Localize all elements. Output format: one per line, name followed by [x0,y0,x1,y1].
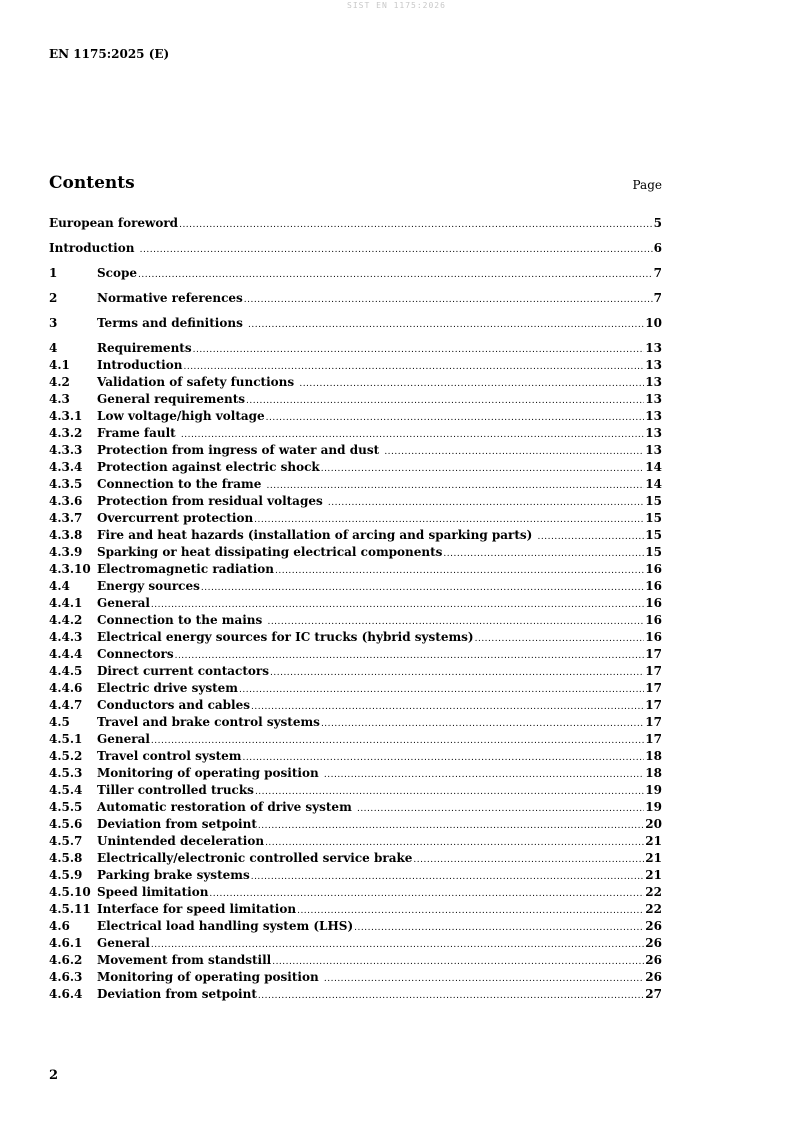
toc-entry[interactable] [49,663,662,680]
toc-dot-leader [324,767,644,784]
toc-entry-page: 17 [645,698,662,712]
toc-entry-title: Unintended deceleration [97,834,265,848]
toc-entry-title: European foreword [49,216,179,230]
toc-entry-number: 4.1 [49,358,70,372]
toc-entry-number: 4.3.1 [49,409,83,423]
toc-entry-title: Travel control system [97,749,242,763]
toc-entry-number: 4.4.2 [49,613,83,627]
toc-entry-number: 1 [49,266,58,280]
toc-entry[interactable] [49,935,662,952]
toc-entry-number: 4.4 [49,579,70,593]
toc-entry-title: General requirements [97,392,246,406]
toc-dot-leader [328,495,644,512]
toc-entry-title: Electrically/electronic controlled service brake [97,851,413,865]
toc-entry-number: 4.2 [49,375,70,389]
toc-entry-page: 26 [645,936,662,950]
toc-entry[interactable] [49,629,662,646]
toc-dot-leader [413,852,644,869]
toc-dot-leader [357,801,644,818]
toc-entry-page: 17 [645,715,662,729]
toc-entry-number: 4.6.1 [49,936,83,950]
toc-entry-title: Electrical load handling system (LHS) [97,919,354,933]
toc-entry-number: 4.5.10 [49,885,91,899]
toc-entry[interactable] [49,799,662,816]
toc-entry-title: Electric drive system [97,681,238,695]
toc-entry-page: 6 [653,241,662,255]
toc-entry[interactable] [49,425,662,442]
toc-entry-number: 3 [49,316,58,330]
toc-entry-title: Introduction [49,241,139,255]
toc-entry-number: 4.4.3 [49,630,83,644]
toc-entry[interactable] [49,315,662,332]
toc-entry-page: 7 [653,291,662,305]
toc-entry-page: 26 [645,953,662,967]
toc-entry-page: 14 [645,477,662,491]
toc-entry[interactable] [49,680,662,697]
page-number: 2 [49,1068,59,1083]
toc-entry-title: Automatic restoration of drive system [97,800,356,814]
toc-dot-leader [246,393,644,410]
toc-entry-number: 4.4.7 [49,698,83,712]
toc-entry[interactable] [49,612,662,629]
toc-entry[interactable] [49,782,662,799]
toc-entry-number: 4.5.5 [49,800,83,814]
toc-entry-number: 4.6.2 [49,953,83,967]
toc-entry-page: 13 [645,409,662,423]
toc-entry-title: Fire and heat hazards (installation of arcing and sparking parts) [97,528,537,542]
toc-dot-leader [251,869,645,886]
toc-entry-page: 13 [645,375,662,389]
table-of-contents [49,215,662,1003]
toc-entry-title: Frame fault [97,426,180,440]
toc-entry-title: Scope [97,266,138,280]
toc-entry-title: Connection to the mains [97,613,267,627]
toc-entry-number: 4.5.9 [49,868,83,882]
toc-dot-leader [244,292,653,309]
toc-entry[interactable] [49,290,662,307]
toc-entry-number: 4.5 [49,715,70,729]
toc-entry-title: Validation of safety functions [97,375,299,389]
toc-entry-title: Connection to the frame [97,477,266,491]
toc-dot-leader [354,920,644,937]
toc-entry-title: Interface for speed limitation [97,902,297,916]
toc-entry-page: 16 [645,596,662,610]
toc-entry-page: 26 [645,970,662,984]
toc-entry[interactable] [49,646,662,663]
toc-entry-number: 4.3.2 [49,426,83,440]
toc-entry-title: Connectors [97,647,174,661]
toc-entry[interactable] [49,850,662,867]
toc-dot-leader [443,546,644,563]
toc-entry-number: 4.3.10 [49,562,91,576]
toc-entry[interactable] [49,240,662,257]
toc-entry-number: 4.6.4 [49,987,83,1001]
toc-entry-page: 13 [645,443,662,457]
toc-entry-page: 26 [645,919,662,933]
toc-entry[interactable] [49,884,662,901]
toc-entry-page: 10 [645,316,662,330]
toc-entry-title: Sparking or heat dissipating electrical components [97,545,443,559]
toc-entry-page: 17 [645,664,662,678]
toc-dot-leader [475,631,645,648]
toc-entry-page: 21 [645,834,662,848]
toc-entry[interactable] [49,816,662,833]
toc-entry-number: 4.3.7 [49,511,83,525]
toc-entry[interactable] [49,578,662,595]
toc-entry[interactable] [49,748,662,765]
toc-entry[interactable] [49,986,662,1003]
toc-entry[interactable] [49,265,662,282]
toc-entry-number: 4.3.6 [49,494,83,508]
toc-entry[interactable] [49,595,662,612]
toc-dot-leader [248,317,644,334]
toc-entry-page: 7 [653,266,662,280]
toc-entry-number: 4.3.9 [49,545,83,559]
toc-entry[interactable] [49,969,662,986]
toc-dot-leader [275,563,644,580]
toc-entry-page: 18 [645,766,662,780]
toc-entry[interactable] [49,357,662,374]
toc-entry-title: Speed limitation [97,885,209,899]
toc-entry-page: 16 [645,630,662,644]
document-id: EN 1175:2025 (E) [49,47,170,61]
toc-entry[interactable] [49,340,662,357]
toc-entry-page: 15 [645,528,662,542]
toc-entry-page: 5 [653,216,662,230]
toc-entry-page: 16 [645,562,662,576]
toc-dot-leader [321,716,644,733]
toc-dot-leader [324,971,644,988]
toc-entry-number: 2 [49,291,58,305]
toc-entry-number: 4.5.7 [49,834,83,848]
toc-entry[interactable] [49,459,662,476]
toc-entry-title: Travel and brake control systems [97,715,320,729]
toc-entry[interactable] [49,561,662,578]
toc-entry-page: 16 [645,579,662,593]
toc-entry[interactable] [49,527,662,544]
toc-entry[interactable] [49,765,662,782]
toc-entry-page: 17 [645,647,662,661]
toc-entry-title: Protection against electric shock [97,460,320,474]
toc-entry-page: 16 [645,613,662,627]
toc-entry[interactable] [49,952,662,969]
toc-dot-leader [299,376,644,393]
toc-entry-title: Introduction [97,358,183,372]
toc-entry[interactable] [49,544,662,561]
toc-entry-title: Parking brake systems [97,868,250,882]
toc-entry-page: 17 [645,681,662,695]
toc-entry[interactable] [49,442,662,459]
toc-entry[interactable] [49,493,662,510]
toc-entry-page: 13 [645,358,662,372]
toc-entry-title: Tiller controlled trucks [97,783,254,797]
toc-entry-title: Deviation from setpoint [97,817,257,831]
toc-entry-title: General [97,936,150,950]
toc-entry-page: 22 [645,885,662,899]
toc-dot-leader [266,410,645,427]
toc-entry-number: 4.5.2 [49,749,83,763]
toc-entry-number: 4.5.3 [49,766,83,780]
toc-entry-title: Monitoring of operating position [97,766,323,780]
toc-entry-number: 4.3.5 [49,477,83,491]
toc-entry-title: Requirements [97,341,192,355]
toc-entry-number: 4.5.8 [49,851,83,865]
toc-dot-leader [321,461,645,478]
toc-entry-page: 27 [645,987,662,1001]
toc-entry-number: 4.4.4 [49,647,83,661]
toc-entry-page: 18 [645,749,662,763]
toc-entry[interactable] [49,408,662,425]
toc-entry-number: 4.5.6 [49,817,83,831]
toc-entry-page: 19 [645,800,662,814]
toc-dot-leader [272,954,644,971]
toc-entry-title: Movement from standstill [97,953,272,967]
toc-entry[interactable] [49,374,662,391]
toc-entry-number: 4.3.4 [49,460,83,474]
toc-entry-page: 13 [645,341,662,355]
watermark: SIST EN 1175:2026 [347,1,446,10]
toc-entry-title: Direct current contactors [97,664,269,678]
toc-dot-leader [384,444,644,461]
toc-entry[interactable] [49,215,662,232]
toc-entry-page: 21 [645,868,662,882]
toc-entry[interactable] [49,867,662,884]
toc-dot-leader [258,988,644,1005]
toc-entry-number: 4.6 [49,919,70,933]
toc-entry-title: Protection from residual voltages [97,494,327,508]
toc-entry-number: 4.5.4 [49,783,83,797]
toc-entry-page: 19 [645,783,662,797]
toc-entry-number: 4.5.1 [49,732,83,746]
toc-entry-title: General [97,596,150,610]
toc-dot-leader [140,242,653,259]
toc-entry-page: 13 [645,426,662,440]
toc-dot-leader [179,217,653,234]
toc-dot-leader [193,342,645,359]
toc-entry-number: 4.4.1 [49,596,83,610]
toc-dot-leader [258,818,644,835]
toc-dot-leader [270,665,644,682]
toc-entry-number: 4.3.8 [49,528,83,542]
toc-entry-page: 17 [645,732,662,746]
toc-entry-number: 4.3 [49,392,70,406]
toc-entry[interactable] [49,714,662,731]
toc-dot-leader [138,267,653,284]
toc-entry-number: 4.5.11 [49,902,91,916]
toc-entry[interactable] [49,391,662,408]
toc-entry-page: 15 [645,494,662,508]
toc-entry[interactable] [49,833,662,850]
toc-dot-leader [239,682,644,699]
toc-entry-page: 13 [645,392,662,406]
toc-entry-title: Low voltage/high voltage [97,409,265,423]
toc-entry-title: Monitoring of operating position [97,970,323,984]
toc-entry-title: Electrical energy sources for IC trucks (hybrid systems) [97,630,474,644]
toc-entry-page: 15 [645,545,662,559]
toc-entry-title: Conductors and cables [97,698,250,712]
toc-entry-title: General [97,732,150,746]
toc-entry-number: 4.3.3 [49,443,83,457]
toc-entry-title: Energy sources [97,579,200,593]
toc-entry[interactable] [49,918,662,935]
toc-entry-page: 14 [645,460,662,474]
toc-entry-title: Deviation from setpoint [97,987,257,1001]
toc-entry-title: Terms and definitions [97,316,248,330]
toc-entry-page: 22 [645,902,662,916]
toc-entry-page: 20 [645,817,662,831]
toc-entry-number: 4 [49,341,58,355]
toc-dot-leader [538,529,645,546]
toc-entry[interactable] [49,697,662,714]
toc-entry-page: 21 [645,851,662,865]
toc-entry-title: Normative references [97,291,243,305]
toc-entry-page: 15 [645,511,662,525]
toc-entry-title: Protection from ingress of water and dust [97,443,384,457]
toc-dot-leader [201,580,644,597]
toc-entry-title: Electromagnetic radiation [97,562,274,576]
toc-entry-number: 4.4.5 [49,664,83,678]
toc-entry-number: 4.4.6 [49,681,83,695]
page-column-label: Page [632,178,662,192]
toc-entry[interactable] [49,901,662,918]
contents-heading: Contents [49,173,135,193]
toc-entry-title: Overcurrent protection [97,511,254,525]
toc-entry-number: 4.6.3 [49,970,83,984]
toc-entry[interactable] [49,510,662,527]
toc-entry[interactable] [49,476,662,493]
toc-entry[interactable] [49,731,662,748]
